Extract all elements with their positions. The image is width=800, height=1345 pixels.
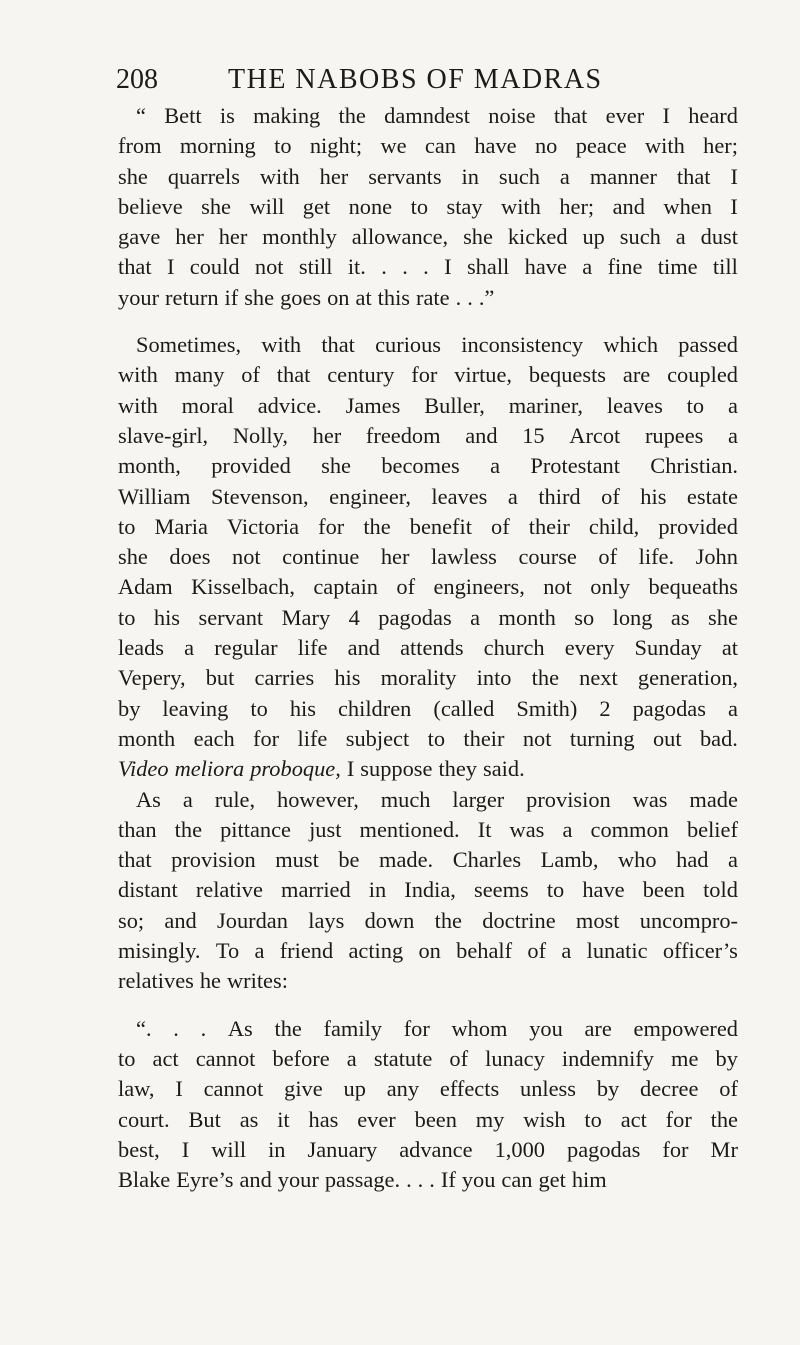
text-line: that provision must be made. Charles Lamb, who had a (118, 847, 738, 873)
text-line: Blake Eyre’s and your passage. . . . If you can get him (118, 1167, 607, 1193)
text-line: month each for life subject to their not turning out bad. (118, 725, 738, 751)
text-line: by leaving to his children (called Smith) 2 pagodas a (118, 695, 738, 721)
paragraph (118, 1014, 738, 1196)
text-line: believe she will get none to stay with her; and when I (118, 193, 738, 219)
paragraph (118, 330, 738, 784)
text-line: leads a regular life and attends church every Sunday at (118, 635, 738, 661)
text-line: to his servant Mary 4 pagodas a month so long as she (118, 604, 738, 630)
text-line: with moral advice. James Buller, mariner, leaves to a (118, 392, 738, 418)
text-line: gave her her monthly allowance, she kicked up such a dust (118, 224, 738, 250)
text-line: that I could not still it. . . . I shall have a fine time till (118, 254, 738, 280)
text-line: court. But as it has ever been my wish to act for the (118, 1106, 738, 1132)
text-line: misingly. To a friend acting on behalf of a lunatic officer’s (118, 938, 738, 964)
paragraph (118, 101, 738, 313)
text-line: to Maria Victoria for the benefit of their child, provided (118, 513, 738, 539)
running-title: THE NABOBS OF MADRAS (228, 64, 603, 95)
text-line: Video meliora proboque, I suppose they said. (118, 756, 525, 782)
text-line: William Stevenson, engineer, leaves a third of his estate (118, 483, 738, 509)
text-line: best, I will in January advance 1,000 pagodas for Mr (118, 1136, 738, 1162)
text-line: than the pittance just mentioned. It was a common belief (118, 816, 738, 842)
running-head (0, 60, 800, 100)
text-line: from morning to night; we can have no peace with her; (118, 133, 738, 159)
text-line: with many of that century for virtue, bequests are coupled (118, 362, 738, 388)
text-line: she does not continue her lawless course of life. John (118, 544, 738, 570)
text-line: “. . . As the family for whom you are empowered (136, 1015, 738, 1041)
text-line: law, I cannot give up any effects unless by decree of (118, 1076, 738, 1102)
text-line: to act cannot before a statute of lunacy indemnify me by (118, 1045, 738, 1071)
text-line: Sometimes, with that curious inconsistency which passed (136, 332, 738, 358)
text-line: month, provided she becomes a Protestant Christian. (118, 453, 738, 479)
page-number: 208 (116, 64, 158, 95)
text-line: relatives he writes: (118, 968, 288, 994)
text-line: so; and Jourdan lays down the doctrine most uncompro- (118, 907, 738, 933)
text-line: your return if she goes on at this rate . . .” (118, 284, 495, 310)
text-line: distant relative married in India, seems to have been told (118, 877, 738, 903)
text-line: she quarrels with her servants in such a manner that I (118, 163, 738, 189)
text-line: Vepery, but carries his morality into the next generation, (118, 665, 738, 691)
body-text (118, 101, 738, 1195)
text-line: “ Bett is making the damndest noise that ever I heard (136, 103, 738, 128)
text-line: Adam Kisselbach, captain of engineers, not only bequeaths (118, 574, 738, 600)
paragraph (118, 785, 738, 997)
text-line: slave-girl, Nolly, her freedom and 15 Arcot rupees a (118, 422, 738, 448)
text-line: As a rule, however, much larger provision was made (136, 786, 738, 812)
